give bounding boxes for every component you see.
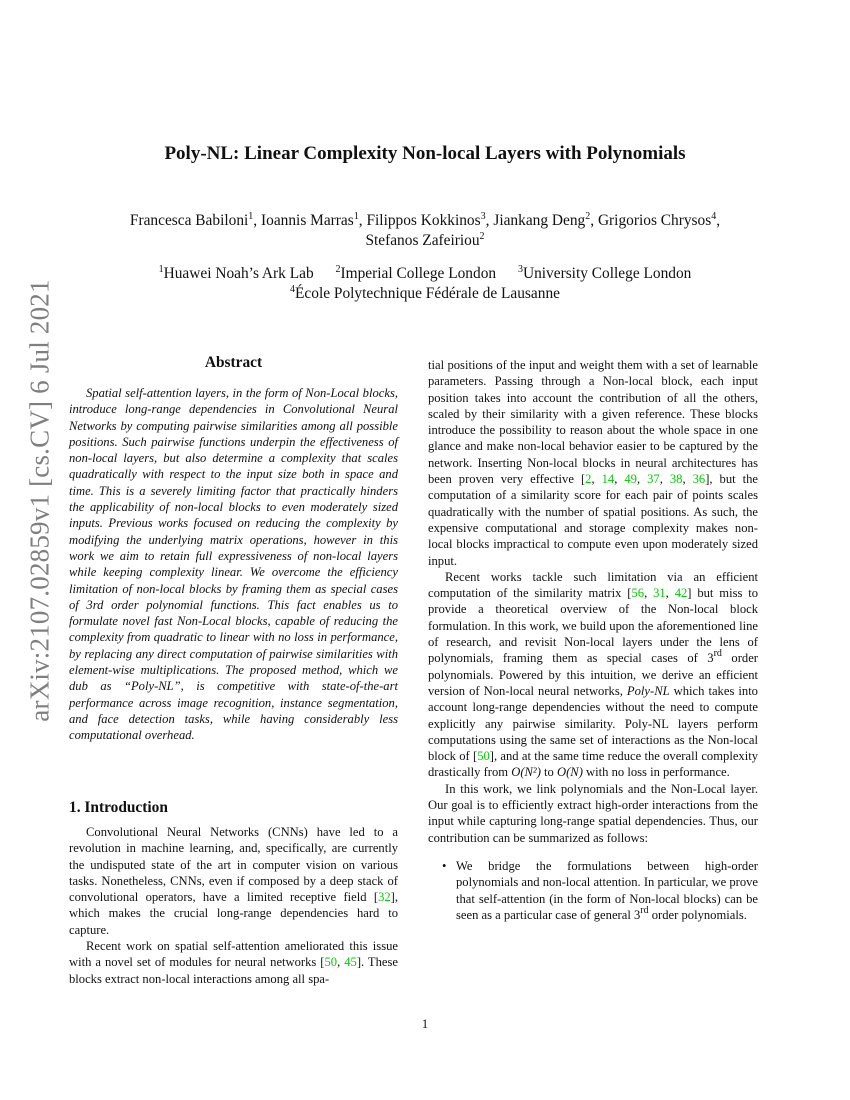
abstract-heading: Abstract (204, 354, 263, 371)
affiliation: $^3$University College London (517, 264, 692, 282)
paragraph-continued: tial positions of the input and weight them with a set of learnable parameters. Passing through a Non-local block, each input position takes into account the contribution of all the others, scaled by their similarity with a given reference. These blocks introduce the possibility to reason about the whole space in one glance and make non-local behavior easier to be captured by the network. Inserting Non-local blocks in neural architectures has been proven very effective [2, 14, 49, 37, 38, 36], but the computation of a similarity score for each pair of points scales quadratically with the number of spatial positions. As such, the expensive computational and storage complexity makes non-local blocks impractical to compute even upon moderately sized input. (428, 358, 759, 568)
citation-link[interactable]: 50 (324, 955, 338, 970)
author-affil-sup: 2 (585, 211, 591, 222)
citation-link[interactable]: 56 (631, 586, 645, 601)
citation-link[interactable]: 45 (344, 955, 357, 970)
citation-link[interactable]: 32 (378, 890, 391, 905)
arxiv-stamp (20, 278, 60, 722)
affiliation: $^2$Imperial College London (335, 264, 497, 282)
math-expression: O(N²) (511, 765, 541, 780)
author-name: Stefanos Zafeiriou (365, 232, 480, 249)
citation-link[interactable]: 14 (601, 472, 615, 487)
math-expression: O(N) (557, 765, 583, 780)
paper-title: Poly-NL: Linear Complexity Non-local Layers with Polynomials (164, 143, 686, 164)
paragraph: Convolutional Neural Networks (CNNs) have led to a revolution in machine learning, and, specifically, are currently the undisputed state of the art in computer vision on various tasks. Nonetheless, CNNs, even if composed by a deep stack of convolutional operators, have a limited receptive field [32], which makes the crucial long-range dependencies hard to capture. (69, 825, 398, 937)
author-list: Francesca Babiloni$^1$, Ioannis Marras$^1$, Filippos Kokkinos$^3$, Jiankang Deng$^2$, Grigorios Chrysos$^4$, Stefanos Zafeiriou$^2$ (129, 211, 721, 249)
author-affil-sup: 4 (711, 211, 717, 222)
author-affil-sup: 1 (248, 211, 254, 222)
left-column-body (69, 824, 398, 987)
author-name: Francesca Babiloni (129, 212, 249, 229)
citation-link[interactable]: 36 (692, 472, 706, 487)
arxiv-stamp-text: arXiv:2107.02859v1 [cs.CV] 6 Jul 2021 (24, 278, 55, 722)
paragraph: In this work, we link polynomials and the Non-Local layer. Our goal is to efficiently extract high-order interactions from the input while capturing long-range spatial dependencies. Thus, our contribution can be summarized as follows: (428, 781, 758, 845)
paragraph-split-text: ]. These blocks extract non-local interactions among all spa- (69, 955, 398, 986)
section-heading-introduction: 1. Introduction (69, 799, 168, 816)
citation-link[interactable]: 38 (669, 472, 683, 487)
abstract-text: Spatial self-attention layers, in the form of Non-Local blocks, introduce long-range dependencies in Convolutional Neural Networks by computing pairwise similarities among all possible positions. Such pairwise functions underpin the effectiveness of non-local layers, but also determine a complexity that scales quadratically with respect to the input size both in space and time. This is a severely limiting factor that practically hinders the applicability of non-local blocks to even moderately sized inputs. Previous works focused on reducing the complexity by modifying the underlying matrix operations, however in this work we aim to retain full expressiveness of non-local layers while keeping complexity linear. We overcome the efficiency limitation of non-local blocks by framing them as special cases of 3rd order polynomial functions. This fact enables us to formulate novel fast Non-Local blocks, capable of reducing the complexity from quadratic to linear with no loss in performance, by replacing any direct computation of pairwise similarities with element-wise multiplications. The proposed method, which we dub as “Poly-NL”, is competitive with state-of-the-art performance across image recognition, instance segmentation, and face detection tasks, while having considerably less computational overhead. (69, 386, 398, 743)
author-affil-sup: 3 (480, 211, 486, 222)
page-number: 1 (421, 1017, 429, 1031)
paragraph: Recent work on spatial self-attention ameliorated this issue with a novel set of modules for neural networks [50, 45]. These blocks extract non-local interactions among all spa- (69, 939, 398, 986)
contribution-list (428, 858, 758, 923)
author-name: Jiankang Deng (493, 212, 586, 229)
citation-link[interactable]: 42 (674, 586, 688, 601)
affiliations (70, 264, 780, 304)
citation-link[interactable]: 50 (477, 749, 490, 764)
paragraph-split-text: tial positions of the input and weight them with a set of learnable parameters. Passing through a Non-local block, each input position takes into account the contribution of all the others, scaled by their similarity with a given reference. These blocks introduce the possibility to reason about the whole space in one glance and make non-local behavior easier to be captured by the network. Inserting Non-local blocks in neural architectures has been proven very effective [ (428, 358, 758, 487)
author-name: Grigorios Chrysos (597, 212, 712, 229)
citation-link[interactable]: 49 (624, 472, 637, 487)
author-affil-sup: 1 (353, 211, 359, 222)
author-affil-sup: 2 (479, 231, 485, 242)
affiliation: $^1$Huawei Noah’s Ark Lab (158, 264, 314, 282)
author-name: Filippos Kokkinos (366, 212, 481, 229)
right-column-body (428, 357, 758, 923)
author-name: Ioannis Marras (261, 212, 354, 229)
citation-link[interactable]: 2 (585, 472, 592, 487)
citation-link[interactable]: 31 (653, 586, 666, 601)
list-item: • We bridge the formulations between high-order polynomials and non-local attention. In particular, we prove that self-attention (in the form of Non-local blocks) can be seen as a particular case of general 3rd order polynomials. (456, 858, 758, 923)
paragraph: Recent works tackle such limitation via an efficient computation of the similarity matrix [56, 31, 42] but miss to provide a theoretical overview of the Non-local block formulation. In this work, we build upon the aforementioned line of research, and revisit Non-local layers under the lens of polynomials, framing them as special cases of 3rd order polynomials. Powered by this intuition, we derive an efficient version of Non-local neural networks, Poly-NL which takes into account long-range dependencies without the need to compute explicitly any pairwise similarity. Poly-NL layers perform computations using the same set of interactions as the Non-local block of [50], and at the same time reduce the overall complexity drastically from O(N²) to O(N) with no loss in performance. (428, 569, 759, 780)
citation-link[interactable]: 37 (647, 472, 660, 487)
method-name: Poly-NL (626, 683, 670, 698)
affiliation: $^4$École Polytechnique Fédérale de Lausanne (290, 284, 560, 302)
